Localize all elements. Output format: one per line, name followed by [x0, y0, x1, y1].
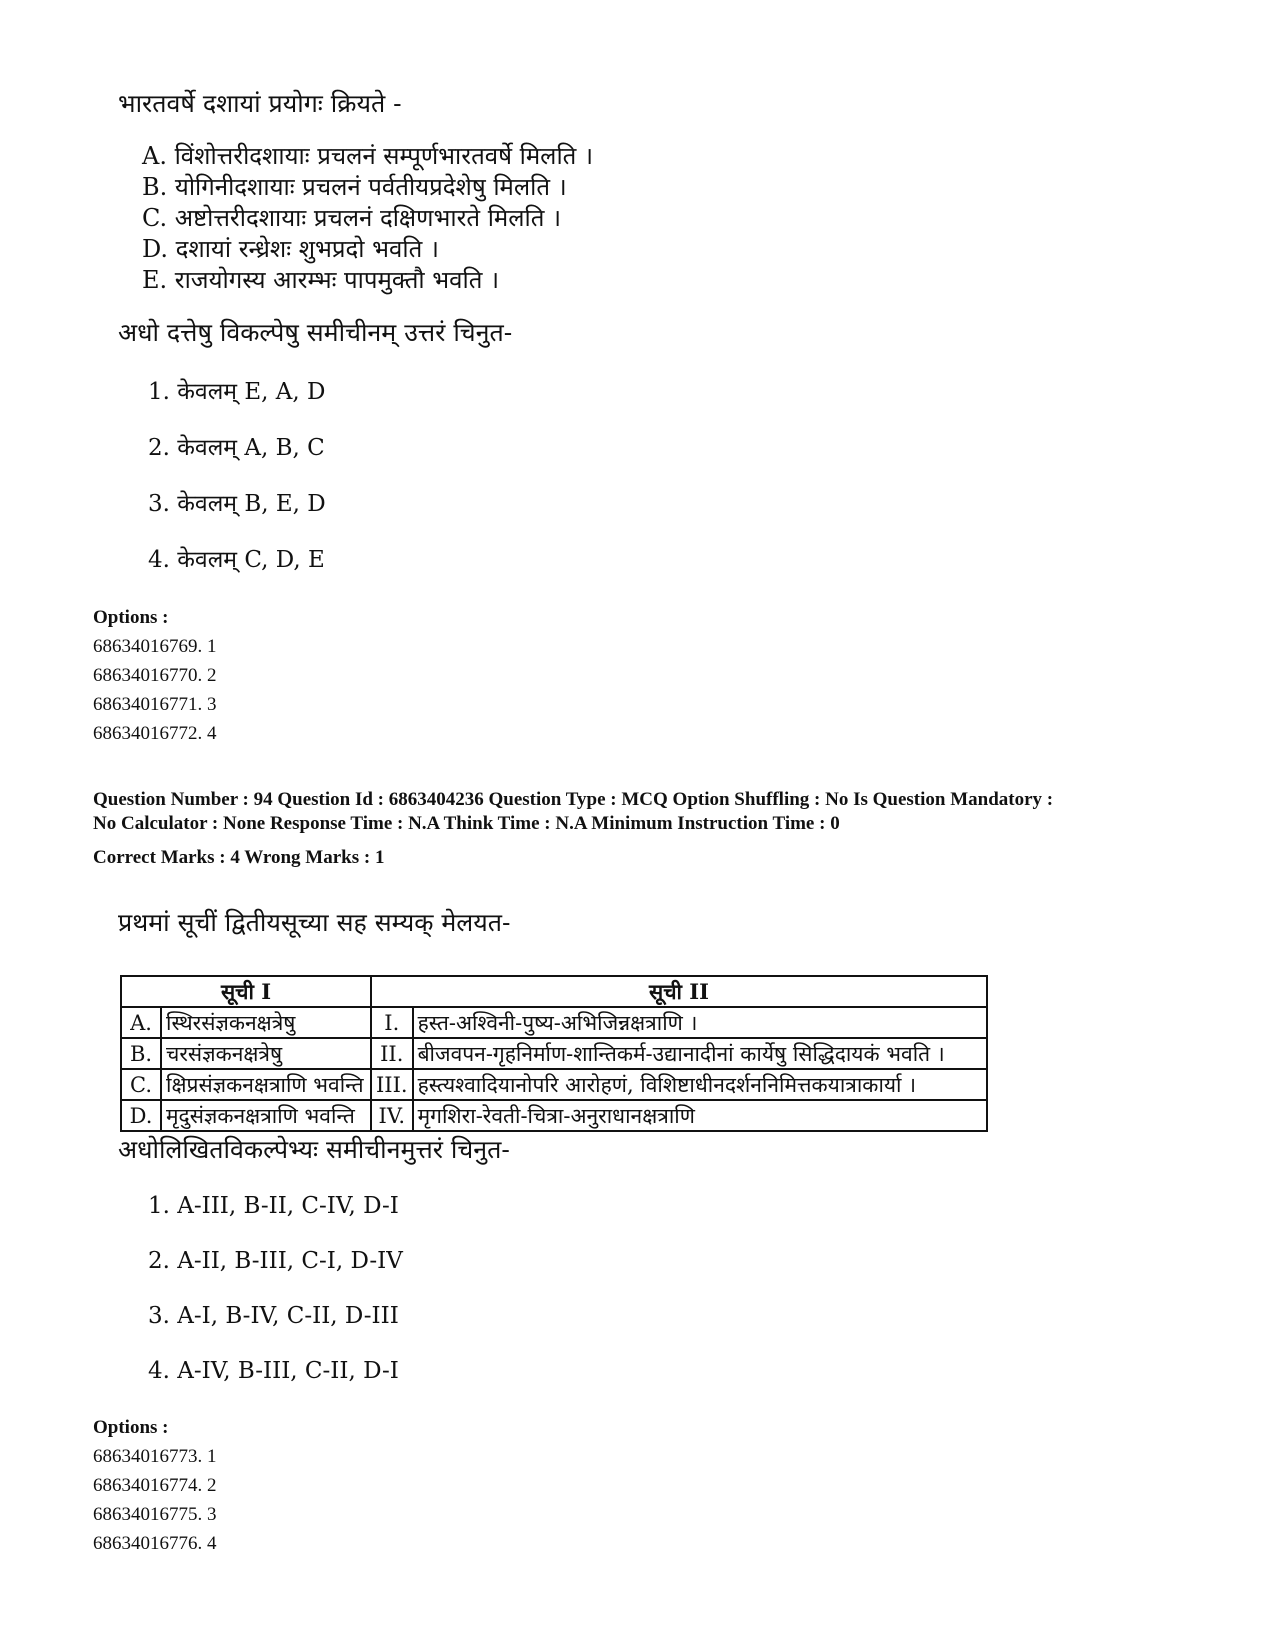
q93-options — [93, 603, 217, 748]
q93-option-1: 68634016769. 1 — [93, 636, 217, 657]
list-2-header: सूची II — [371, 976, 987, 1007]
table-header-row — [121, 976, 987, 1007]
q93-statement-list — [142, 141, 593, 296]
list-1-cell: क्षिप्रसंज्ञकनक्षत्राणि भवन्ति — [161, 1069, 371, 1100]
list-1-cell: चरसंज्ञकनक्षत्रेषु — [161, 1038, 371, 1069]
list-1-header: सूची I — [121, 976, 371, 1007]
table-row — [121, 1038, 987, 1069]
row-label-roman: IV. — [371, 1100, 413, 1131]
list-2-cell: हस्त्यश्वादियानोपरि आरोहणं, विशिष्टाधीनदर्शननिमित्तकयात्राकार्या । — [413, 1069, 987, 1100]
q94-option-2: 68634016774. 2 — [93, 1475, 217, 1496]
q94-meta-line1: Question Number : 94 Question Id : 6863404236 Question Type : MCQ Option Shuffling : No Is Question Mandatory : — [93, 789, 1054, 810]
q93-options-title: Options : — [93, 607, 169, 628]
q93-choice-3: 3. केवलम् B, E, D — [148, 491, 326, 517]
q93-choice-4: 4. केवलम् C, D, E — [148, 547, 325, 573]
table-row — [121, 1007, 987, 1038]
q93-statement-a: A. विंशोत्तरीदशायाः प्रचलनं सम्पूर्णभारतवर्षे मिलति । — [142, 142, 594, 170]
q93-instruction: अधो दत्तेषु विकल्पेषु समीचीनम् उत्तरं चिनुत- — [118, 318, 513, 347]
row-label: D. — [121, 1100, 161, 1131]
list-1-cell: मृदुसंज्ञकनक्षत्राणि भवन्ति — [161, 1100, 371, 1131]
q93-statement-d: D. दशायां रन्ध्रेशः शुभप्रदो भवति । — [142, 235, 439, 263]
list-2-cell: हस्त-अश्विनी-पुष्य-अभिजिन्नक्षत्राणि । — [413, 1007, 987, 1038]
q93-option-4: 68634016772. 4 — [93, 723, 217, 744]
q94-meta — [93, 788, 1053, 836]
q93-choice-1: 1. केवलम् E, A, D — [148, 379, 326, 405]
list-1-cell: स्थिरसंज्ञकनक्षत्रेषु — [161, 1007, 371, 1038]
row-label-roman: II. — [371, 1038, 413, 1069]
q94-option-3: 68634016775. 3 — [93, 1504, 217, 1525]
q94-choice-1: 1. A-III, B-II, C-IV, D-I — [148, 1193, 399, 1219]
q93-statement-e: E. राजयोगस्य आरम्भः पापमुक्तौ भवति । — [142, 266, 500, 294]
q94-choice-4: 4. A-IV, B-III, C-II, D-I — [148, 1358, 399, 1384]
q94-options — [93, 1413, 217, 1558]
q94-options-title: Options : — [93, 1417, 169, 1438]
q93-statement-b: B. योगिनीदशायाः प्रचलनं पर्वतीयप्रदेशेषु मिलति । — [142, 173, 567, 201]
row-label-roman: III. — [371, 1069, 413, 1100]
row-label: A. — [121, 1007, 161, 1038]
q94-instruction: अधोलिखितविकल्पेभ्यः समीचीनमुत्तरं चिनुत- — [118, 1135, 510, 1164]
q94-option-4: 68634016776. 4 — [93, 1533, 217, 1554]
q94-stem: प्रथमां सूचीं द्वितीयसूच्या सह सम्यक् मेलयत- — [118, 908, 511, 937]
q93-option-2: 68634016770. 2 — [93, 665, 217, 686]
row-label: C. — [121, 1069, 161, 1100]
q93-stem: भारतवर्षे दशायां प्रयोगः क्रियते - — [118, 89, 402, 118]
q94-choice-3: 3. A-I, B-IV, C-II, D-III — [148, 1303, 399, 1329]
q93-choice-2: 2. केवलम् A, B, C — [148, 435, 325, 461]
q94-meta-line2: No Calculator : None Response Time : N.A Think Time : N.A Minimum Instruction Time : 0 — [93, 813, 840, 834]
q93-statement-c: C. अष्टोत्तरीदशायाः प्रचलनं दक्षिणभारते मिलति । — [142, 204, 562, 232]
row-label-roman: I. — [371, 1007, 413, 1038]
q94-option-1: 68634016773. 1 — [93, 1446, 217, 1467]
list-2-cell: मृगशिरा-रेवती-चित्रा-अनुराधानक्षत्राणि — [413, 1100, 987, 1131]
table-row — [121, 1100, 987, 1131]
q94-match-table — [120, 975, 988, 1132]
list-2-cell: बीजवपन-गृहनिर्माण-शान्तिकर्म-उद्यानादीनां कार्येषु सिद्धिदायकं भवति । — [413, 1038, 987, 1069]
row-label: B. — [121, 1038, 161, 1069]
table-row — [121, 1069, 987, 1100]
q94-marks: Correct Marks : 4 Wrong Marks : 1 — [93, 847, 385, 868]
q93-option-3: 68634016771. 3 — [93, 694, 217, 715]
q94-choice-2: 2. A-II, B-III, C-I, D-IV — [148, 1248, 403, 1274]
